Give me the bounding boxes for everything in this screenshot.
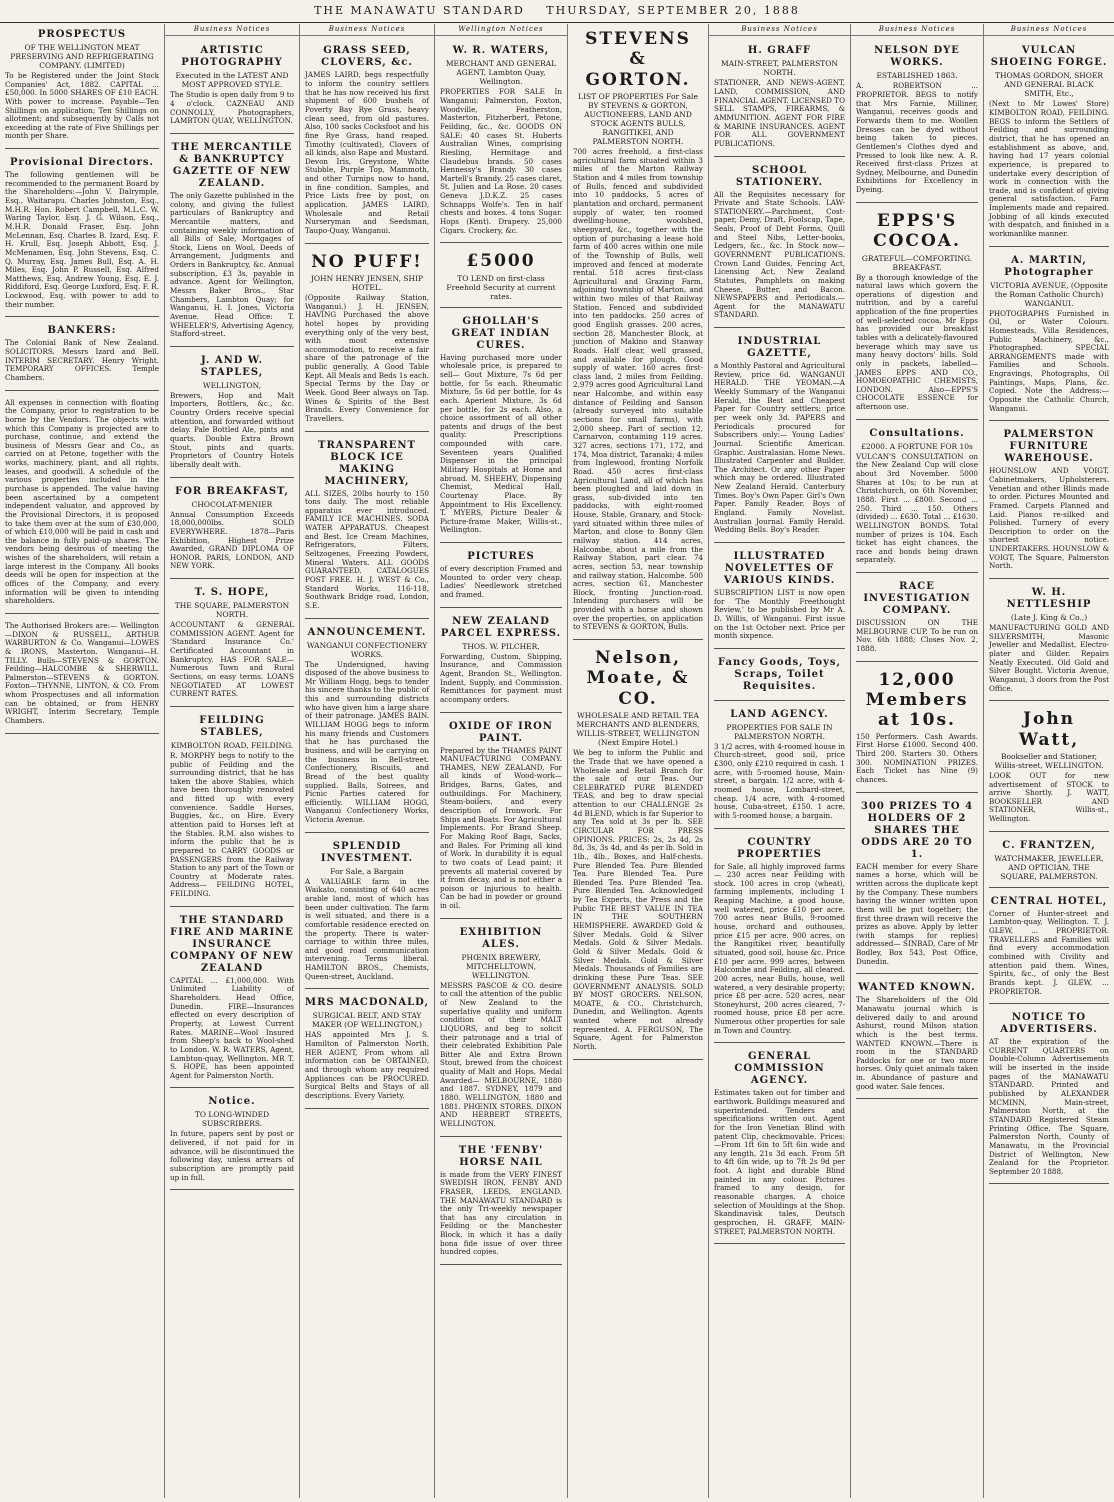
- advertisement-body: for Sale, all highly improved farms— 230 acres near Feilding with stock. 100 acres in crop (wheat), farming implements, including 1 Reaping Machine, a good house, well watered, price £10 per acre. 700 acres near Bulls, 9-roomed house, orchard and outhouses, price £15 per acre. 900 acres, on the Rangitikei river, beautifully situated, good soil, house &c. Price £10 per acre. 999 acres, between Halcombe and Feilding, all cleared. 200 acres, near Bulls, house, well watered, a very desirable property; price £8 per acre. 520 acres, near Stoneyhurst, 200 acres cleared, 7-roomed house, price £8 per acre. Numerous other properties for sale in Town and Country.: [714, 861, 845, 1035]
- advertisement: [440, 922, 562, 1137]
- advertisement: [714, 832, 845, 1044]
- advertisement: [440, 311, 562, 543]
- column-header: Business Notices: [709, 24, 850, 36]
- advertisement-subtitle: TO LEND on first-class Freehold Security at current rates.: [446, 273, 556, 301]
- advertisement-title: W. R. WATERS,: [452, 45, 550, 57]
- advertisement-body: 150 Performers. Cash Awards. First Horse £1000. Second 400. Third 200. Starters 30. Others 300. NOMINATION PRIZES. Each Ticket has Nine (9) chances.: [856, 731, 978, 785]
- advertisement: [714, 546, 845, 649]
- advertisement: [5, 152, 159, 317]
- column-header: Business Notices: [165, 24, 299, 36]
- advertisement-subtitle: TO LONG-WINDED SUBSCRIBERS.: [194, 1110, 270, 1129]
- advertisement-subtitle: OF THE WELLINGTON MEAT PRESERVING AND REFRIGERATING COMPANY. (LIMITED): [10, 43, 154, 70]
- advertisement-title: THE STANDARD FIRE AND MARINE INSURANCE COMPANY OF NEW ZEALAND: [170, 914, 294, 974]
- advertisement-body: The Authorised Brokers are:— Wellington—DIXON & RUSSELL, ARTHUR WARBURTON & Co. Wanganui—LOWES & IRONS, Masterton. Wanganui—H. TILLY. Bulls—STEVENS & GORTON. Feilding—HALCOMBE & SHERWILL. Palmerston—STEVENS & GORTON. Foxton—THYNNE, LINTON, & CO. From whom Prospectuses and all information can be obtained, or from HENRY WRIGHT, Interim Secretary, Temple Chambers.: [5, 620, 159, 725]
- advertisement-body: SUBSCRIPTION LIST is now open for 'The Monthly Freethought Review,' to be published by Mr A. D. Willis, of Wanganui. First issue on the 1st October next. Price per month sixpence.: [714, 587, 845, 641]
- advertisement-title: LAND AGENCY.: [730, 708, 829, 720]
- advertisement-subtitle: THE SQUARE, PALMERSTON NORTH.: [174, 601, 290, 620]
- advertisement-title: PALMERSTON FURNITURE WAREHOUSE.: [1003, 429, 1095, 465]
- advertisement-title: EXHIBITION ALES.: [459, 926, 543, 950]
- advertisement-title: Notice.: [208, 1096, 256, 1108]
- advertisement-title: J. AND W. STAPLES,: [200, 354, 264, 378]
- advertisement: [440, 1140, 562, 1265]
- advertisement: [856, 796, 978, 975]
- advertisement-subtitle: For Sale, a Bargain: [330, 866, 404, 876]
- advertisement-title: A. MARTIN, Photographer: [1004, 254, 1094, 278]
- advertisement-subtitle: THOS. W. PILCHER,: [462, 641, 540, 651]
- advertisement-body: By a thorough knowledge of the natural laws which govern the operations of digestion and nutrition, and by a careful application of the fine properties of well-selected cocoa, Mr Epps has provided our breakfast tables with a delicately-flavoured beverage which may save us many heavy doctors' bills. Sold only in packets, labelled— JAMES EPPS AND CO., HOMOEOPATHIC CHEMISTS, LONDON. Also—EPPS'S CHOCOLATE ESSENCE for afternoon use.: [856, 272, 978, 412]
- advertisement-body: All expenses in connection with floating the Company, prior to registration to be borne by the Vendors. The objects with which this Company is projected are to purchase, continue, and extend the business of Messrs Gear and Co., as carried on at Petone, together with the works, machinery, plant, and all rights, leases, and goodwill. A schedule of the various properties included in the purchase is appended. The value having been ascertained by a competent independent valuator, and approved by the Provisional Directors, it is proposed to take them over at the sum of £30,000, of which £10,000 will be paid in cash and the balance in fully paid-up shares. The vendors being desirous of meeting the wishes of the shareholders, will retain a large interest in the Company. All books deeds will be open for inspection at the offices of the Company, and every information will be given to intending shareholders.: [5, 397, 159, 606]
- advertisement: [305, 836, 429, 990]
- advertisement-body: 700 acres freehold, a first-class agricultural farm situated within 3 miles of the Marton Railway Station and 4 miles from township of Bulls, fenced and subdivided into 10 paddocks, 5 acres of plantation and orchard, permanent supply of water, ten roomed dwelling-house, woolshed, sheepyard, &c., together with the option of purchasing a lease hold farm of 400 acres within one mile of the Township of Bulls, well improved and fenced at moderate rental. 518 acres first-class Agricultural and Grazing Farm, adjoining township of Marton, and within two miles of that Railway Station. Fenced and subdivided into ten paddocks. 250 acres of good English grasses. 200 acres, section 28, Manchester Block, at junction of Makino and Stanway Roads. Half clear, well grassed, and available for plough. Good supply of water. 160 acres first-class land, 2 miles from Feilding. 2,979 acres good Agricultural Land near Halcombe, and within easy distance of Feilding and Sanson (already surveyed into suitable sections for small farms), with 2,000 sheep. Part of section 12, Carnarvon, containing 119 acres. 327 acres, sections 171, 172, and 174, Moa district, Taranaki; 4 miles from Inglewood, fronting Norfolk Road. 450 acres first-class Agricultural Land, all of which has been ploughed and laid down in grass, sub-divided into ten paddocks, with eight-roomed House, Stable, Granary, and Stock-yard situated within three miles of Marton, and close to Bonny Glen railway station. 414 acres, Halcombe, about a mile from the Railway Station, part clear. 74 acres, section 53, near township and railway station, Halcombe. 500 acres, section 61, Manchester Block, fronting Junction-road. Intending purchasers will be provided with a horse and shown over the properties, on application to STEVENS & GORTON, Bulls.: [573, 147, 703, 632]
- advertisement-body: All the Requisites necessary for Private and State Schools. LAW-STATIONERY.—Parchment, Cost-paper, Demy, Draft, Foolscap, Tape, Seals, Proof of Debt Forms, Quill and Steel Nibs, Letter-books, Ledgers, &c., &c. In Stock now— GOVERNMENT PUBLICATIONS. Crown Land Guides, Fencing Act, Licensing Act, New Zealand Statutes, Pamphlets on making Cheese, Butter, and Bacon. NEWSPAPERS and Periodicals.— Agent for the MANAWATU STANDARD.: [714, 189, 845, 320]
- advertisement-title: C. FRANTZEN,: [1002, 839, 1096, 851]
- advertisement: [440, 611, 562, 713]
- advertisement-body: PROPERTIES FOR SALE In Wanganui: Palmerston, Foxton, Woodville, Featherston, Masterton, Fitzherbert, Petone, Feilding, &c., &c. GOODS ON SALE: 40 cases St. Huberts Australian Wines, comprising Riesling, Hermitage and Claudebus brands. 50 cases Hennessy's Brandy. 30 cases Martell's Brandy. 25 cases claret, St. Julien and La Rose. 20 cases Geneva J.D.K.Z. 25 cases Schnapps Wolfe's. Ten in half chests and boxes. 4 tons Sugar. Hops (Kent). Drapery. 25,000 Cigars. Crockery, &c.: [440, 87, 562, 235]
- advertisement-subtitle: WATCHMAKER, JEWELLER, AND OPTICIAN, THE SQUARE, PALMERSTON.: [994, 853, 1104, 881]
- advertisement-body: The Undersigned, having disposed of the above business to Mr William Hogg, begs to tender his sincere thanks to the public of this and surrounding districts who have given him a large share of their patronage. JAMES BAIN. WILLIAM HOGG begs to inform his many friends and Customers that he has purchased the business, and will be carrying on the business in Bell-street. Confectionery, Biscuits, and Bread of the best quality supplied. Balls, Soirees, and Picnic Parties catered for efficiently. WILLIAM HOGG, Wanganui Confectionery Works, Victoria Avenue.: [305, 659, 429, 825]
- column-header: Wellington Notices: [435, 24, 567, 36]
- advertisement-body: Corner of Hunter-street and Lambton-quay, Wellington. T. J. GLEW, ... PROPRIETOR. TRAVELLERS and Families will find every accommodation combined with Civility and attention paid them. Wines, Spirits, &c., of only the Best Brands kept. J. GLEW, ... PROPRIETOR.: [989, 908, 1109, 996]
- advertisement-title: PICTURES: [467, 551, 535, 563]
- advertisement: [573, 643, 703, 1060]
- advertisement-body: ALL SIZES, 20lbs hourly to 150 tons daily. The most reliable apparatus ever introduced. FAMILY ICE MACHINES. SODA WATER APPARATUS. Cheapest and Best. Ice Cream Machines, Refrigerators, Filters, Seltzogenes, Freezing Powders, Mineral Waters. ALL GOODS GUARANTEED. CATALOGUES POST FREE. H. J. WEST & Co., Standard Works, 116-118, Southwark Bridge road, London, S.E.: [305, 488, 429, 610]
- advertisement-body: LOOK OUT for new advertisement of STOCK to arrive Shortly. J. WATT, BOOKSELLER AND STATIONER, Willis-st., Wellington.: [989, 770, 1109, 824]
- advertisement: [305, 40, 429, 243]
- advertisement: [714, 40, 845, 156]
- advertisement-title: THE 'FENBY' HORSE NAIL: [458, 1144, 544, 1168]
- advertisement-title: MRS MACDONALD,: [305, 997, 429, 1009]
- advertisement: [5, 320, 159, 390]
- advertisement-body: EACH member for every Share names a horse, which will be written across the duplicate kept by the Company. These numbers having the winner written upon them will be put together; the first three drawn will receive the prizes as above. Apply by letter (with stamps for replies) addressed— SINBAD, Care of Mr Bodley, Box 543, Post Office, Dunedin.: [856, 861, 978, 966]
- advertisement-title: GENERAL COMMISSION AGENCY.: [734, 1051, 825, 1087]
- advertisement: [170, 481, 294, 579]
- advertisement: [989, 704, 1109, 832]
- advertisement-title: Provisional Directors.: [9, 157, 155, 169]
- advertisement-title: COUNTRY PROPERTIES: [737, 836, 822, 860]
- advertisement-body: R. MORPHY begs to notify to the public of Feilding and the surrounding district, that he has taken the above Stables, which have been thoroughly renovated and fitted up with every convenience. Saddle Horses, Buggies, &c., on Hire. Every attention paid to Horses left at the Stables. R.M. also wishes to inform the public that he is prepared to CARRY GOODS or PASSENGERS from the Railway Station to any part of the Town or Country at Moderate rates. Address— FEILDING HOTEL, FEILDING.: [170, 750, 294, 899]
- advertisement-body: 3 1/2 acres, with 4-roomed house in Church-street, good soil, price £300, only £210 required in cash. 1 acre, with 5-roomed house, Main-street, a bargain. 1/2 acre, with 4-roomed house, Lombard-street, cheap. 1/4 acre, with 4-roomed house, Cuba-street, £150. 1 acre, with 5-roomed house, a bargain.: [714, 741, 846, 820]
- advertisement-body: HOUNSLOW AND VOIGT, Cabinetmakers, Upholsterers. Venetian and other Blinds made to order. Pictures Mounted and Framed. Carpets Planned and Laid. Pianos re-silked and Polished. Turnery of every Description to order on the shortest notice. UNDERTAKERS. HOUNSLOW & VOIGT, The Square, Palmerston North.: [989, 466, 1109, 571]
- advertisement: [170, 910, 294, 1089]
- advertisement-title: VULCAN SHOEING FORGE.: [990, 45, 1108, 69]
- issue-date: THURSDAY, SEPTEMBER 20, 1888: [546, 4, 800, 17]
- advertisement: [989, 424, 1109, 579]
- advertisement-subtitle: (Late J. King & Co.,): [1010, 613, 1088, 623]
- advertisement-body: of every description Framed and Mounted to order very cheap. Ladies' Needlework stretched and framed.: [440, 564, 562, 600]
- column-wellington: [435, 24, 568, 1498]
- advertisement-body: STATIONER, AND NEWS-AGENT, LAND, COMMISSION, AND FINANCIAL AGENT. LICENSED TO SELL STAMPS, FIREARMS, & AMMUNITION. AGENT FOR FIRE & MARINE INSURANCES. AGENT FOR ALL GOVERNMENT PUBLICATIONS.: [714, 78, 845, 148]
- advertisement: [856, 665, 978, 793]
- advertisement-subtitle: LIST OF PROPERTIES For Sale BY STEVENS & GORTON, AUCTIONEERS, LAND AND STOCK AGENTS BULLS, RANGITIKEI, AND PALMERSTON NORTH.: [578, 92, 698, 147]
- advertisement-subtitle: Executed in the LATEST AND MOST APPROVED STYLE.: [175, 71, 289, 90]
- advertisement-title: GRASS SEED, CLOVERS, &c.: [321, 45, 413, 69]
- advertisement-title: W. H. NETTLESHIP: [1006, 587, 1092, 611]
- advertisement-body: is made from the VERY FINEST SWEDISH IRON, FENBY AND FRASER, LEEDS, ENGLAND. THE MANAWATU STANDARD is the only Tri-weekly newspaper that has any circulation in Feilding or the Manchester Block, in which it has a daily bona fide issue of over three hundred copies.: [440, 1169, 562, 1257]
- advertisement-title: NOTICE TO ADVERTISERS.: [1000, 1012, 1098, 1036]
- masthead: [0, 0, 1114, 23]
- advertisement-body: Forwarding, Custom, Shipping, Insurance, and Commission Agent, Brandon St., Wellington. Indent, Supply, and Commission. Remittances for payment must accompany orders.: [440, 651, 562, 704]
- advertisement-body: VULCAN'S CONSULTATION on the New Zealand Cup will close about 3rd November. 5000 Shares at 10s; to be run at Christchurch, on 6th November, 1888. First ... £800. Second ... 250. Third ... 150. Others (divided) ... £630. Total ... £1630. WELLINGTON BONDS. Total number of prizes is 104. Each ticket has eight chances, the race and bonds being drawn separately.: [856, 451, 978, 565]
- column-notices-2: [165, 24, 300, 1498]
- advertisement: [440, 716, 562, 919]
- advertisement-title: STEVENS & GORTON.: [585, 29, 691, 90]
- advertisement: [989, 250, 1109, 422]
- advertisement-title: PROSPECTUS: [37, 29, 127, 40]
- advertisement: [856, 977, 978, 1099]
- advertisement-body: ACCOUNTANT & GENERAL COMMISSION AGENT. Agent for 'Standard Insurance Co.' Certificated Accountant in Bankruptcy. HAS FOR SALE—Numerous Town and Rural Sections, on easy terms. LOANS NEGOTIATED AT LOWEST CURRENT RATES.: [170, 620, 294, 699]
- column-stevens-gorton: [568, 24, 709, 1498]
- advertisement-body: Having purchased more under wholesale price, is prepared to sell— Gout Mixture, 7s 6d per bottle, for 5s each. Rheumatic Mixture, 5s 6d per bottle, for 4s each. Aperient Mixture, 3s 6d per bottle, for 2s each. Also, a choice assortment of all other patents and drugs of the best quality. Prescriptions compounded with care. Seventeen years Qualified Dispenser in the principal Military Hospitals at Home and abroad. M. SHEEHY, Dispensing Chemist, Medical Hall, Courtenay Place. By Appointment to His Excellency. T. MYERS, Picture Dealer & Picture-frame Maker, Willis-st., Wellington.: [440, 352, 562, 535]
- advertisement: [440, 246, 562, 307]
- advertisement-body: PHOTOGRAPHS Furnished in Oil, or Water Colours. Homesteads, Villa Residences, Public Machinery, &c., Photographed. SPECIAL ARRANGEMENTS made with Families and Schools. Engravings, Photographs, Oil Paintings, Maps, Plans, &c. Copied. Note the Address:—Opposite the Catholic Church, Wanganui.: [989, 308, 1109, 413]
- advertisement-title: SCHOOL STATIONERY.: [735, 164, 824, 188]
- advertisement-body: JAMES LAIRD, begs respectfully to inform the country settlers that he has now received his first shipment of 600 bushels of Poverty Bay Rye Grass, heavy clean seed, from old pastures. Also, 100 sacks Cocksfoot and his fine Rye Grass, hand reaped. Timothy (cultivated), Clovers of all kinds, also Rape and Mustard. Devon Iris, Greystone, White Stubble, Purple Top, Mammoth, and other Turnips now to hand, in fine condition. Samples, and Price Lists free by post, on application. JAMES LAIRD, Wholesale and Retail Nurseryman and Seedsman, Taupo-Quay, Wanganui.: [305, 70, 429, 235]
- advertisement: [573, 24, 703, 640]
- advertisement-body: In future, papers sent by post or delivered, if not paid for in advance, will be discontinued the following day, unless arrears of subscription are promptly paid up in full.: [170, 1129, 294, 1182]
- advertisement-body: The following gentlemen will be recommended to the permanent Board by the Shareholders:—John V. Dalrymple, Esq., Waitarapu. Charles Johnston, Esq., M.H.R. Hon. Robert Campbell, M.L.C. W. Waring Taylor, Esq. J. G. Wilson, Esq., M.H.R. Donald Fraser, Esq. John McLennan, Esq. Charles B. Izard, Esq. F. H. Krull, Esq. Joseph Abbott, Esq. J. McMenamen, Esq. John Stevens, Esq. C. Q. Murray, Esq. James Bull, Esq. A. H. Miles, Esq. John P. Russell, Esq. Alfred Matthews, Esq. Andrew Young, Esq. E. J. Riddiford, Esq. George Luxford, Esq. F. R. Lockwood, Esq. with power to add to their number.: [5, 170, 159, 309]
- advertisement-body: Brewers, Hop and Malt Importers, Bottlers, &c., &c. Country Orders receive special attention, and forwarded without delay. Pale Bottled Ale, pints and quarts. Double Extra Brown Stout, pints and quarts. Proprietors of Country Hotels liberally dealt with.: [170, 390, 294, 469]
- advertisement-body: MESSRS PASCOE & CO. desire to call the attention of the public of New Zealand to the superlative quality and uniform condition of their MALT LIQUORS, and beg to solicit their patronage and a trial of their celebrated Exhibition Pale Bitter Ale and Extra Brown Stout, brewed from the choicest quality of Malt and Hops. Medal Awarded— MELBOURNE, 1880 and 1887. SYDNEY, 1879 and 1880. WELLINGTON, 1880 and 1881. PHŒNIX STORES, DIXON AND HERBERT STREETS, WELLINGTON.: [440, 980, 562, 1128]
- advertisement: [305, 992, 429, 1108]
- advertisement: [856, 576, 978, 662]
- advertisement-title: 300 PRIZES TO 4 HOLDERS OF 2 SHARES THE ODDS ARE 20 TO 1.: [860, 800, 974, 860]
- advertisement: [170, 582, 294, 707]
- advertisement: [5, 617, 159, 734]
- advertisement-title: FOR BREAKFAST,: [175, 485, 289, 497]
- advertisement: [714, 704, 845, 829]
- advertisement-title: RACE INVESTIGATION COMPANY.: [863, 581, 971, 617]
- advertisement-subtitle: KIMBOLTON ROAD, FEILDING.: [170, 740, 294, 750]
- advertisement-title: John Watt,: [1018, 709, 1080, 750]
- advertisement-subtitle: ESTABLISHED 1863.: [876, 71, 958, 81]
- advertisement-title: ANNOUNCEMENT.: [307, 626, 427, 638]
- advertisement-body: We beg to inform the Public and the Trade that we have opened a Wholesale and Retail Branch for the sale of our Teas. Our CELEBRATED PURE BLENDED TEAS, and beg to draw special attention to our CHALLENGE 2s 4d BLEND, which is far Superior to any Tea sold at 3s per lb. SEE CIRCULAR FOR PRESS OPINIONS. PRICES: 2s, 2s 4d, 2s 8d, 3s, 3s 4d, and 4s per lb. Sold in 1lb., 4lb., Boxes, and Half-chests. Pure Blended Tea. Pure Blended Tea. Pure Blended Tea. Pure Blended Tea. Pure Blended Tea. Pure Blended Tea. Acknowledged by Tea Experts, the Press and the Public THE BEST VALUE IN TEA IN THE SOUTHERN HEMISPHERE. AWARDED Gold & Silver Medals. Gold & Silver Medals. Gold & Silver Medals. Gold & Silver Medals. Gold & Silver Medals. Gold & Silver Medals. Thousands of Families are drinking these Pure Teas. SEE GOVERNMENT ANALYSIS. SOLD BY MOST GROCERS. NELSON, MOATE, & CO., Christchurch, Dunedin, and Wellington. Agents wanted where not already represented. A. FERGUSON, The Square, Agent for Palmerston North.: [573, 748, 703, 1051]
- advertisement-body: CAPITAL ... £1,000,000. With Unlimited Liability of Shareholders. Head Office, Dunedin. FIRE—Insurances effected on every description of Property, at Lowest Current Rates. MARINE—Wool Insured from Sheep's back to Wool-shed to London. W. R. WATERS, Agent, Lambton-quay, Wellington. MR T. S. HOPE, has been appointed Agent for Palmerston North.: [170, 975, 294, 1080]
- advertisement: [170, 350, 294, 478]
- advertisement-title: GHOLLAH'S GREAT INDIAN CURES.: [451, 315, 551, 351]
- advertisement-subtitle: MERCHANT AND GENERAL AGENT, Lambton Quay, Wellington.: [445, 59, 557, 87]
- advertisement-subtitle: CHOCOLAT-MENIER: [191, 499, 273, 509]
- advertisement-title: INDUSTRIAL GAZETTE,: [737, 336, 822, 360]
- advertisement: [989, 1007, 1109, 1184]
- advertisement: [856, 423, 978, 573]
- advertisement-subtitle: PHŒNIX BREWERY, MITCHELLTOWN, WELLINGTON.: [461, 952, 541, 980]
- advertisement-title: OXIDE OF IRON PAINT.: [449, 720, 553, 744]
- advertisement: [440, 546, 562, 608]
- advertisement-body: a Monthly Pastoral and Agricultural Review, price 6d. WANGANUI HERALD. THE YEOMAN.—A Weekly Summary of the Wanganui Herald, the Best and Cheapest Paper for Country settlers; price per week only 3d. PAPERS and Periodicals procured for Subscribers only:— Young Ladies' Journal. Scientific American. Graphic. Australasian. Home News. Illustrated Carpenter and Builder. The Architect. Or any other Paper which may be ordered. Illustrated New Zealand Herald. Canterbury Times. Boy's Own Paper. Girl's Own Paper. Family Reader. Boys of England. Family Novelist. Australian Journal. Family Herald. Wedding Bells. Boy's Reader.: [714, 361, 845, 535]
- advertisement: [714, 160, 845, 329]
- advertisement: [989, 582, 1109, 701]
- advertisement-title: NELSON DYE WORKS.: [874, 45, 960, 69]
- advertisement-body: (Next to Mr Lowes' Store) KIMBOLTON ROAD, FEILDING. BEGS to inform the Settlers of Feilding and surrounding district, that he has opened an establishment as above, and, having had 17 years colonial experience, is prepared to undertake every description of work in connection with the trade, and is confident of giving general satisfaction. Farm Implements made and repaired. Jobbing of all kinds executed with despatch, and finished in a workmanlike manner.: [989, 99, 1109, 238]
- advertisement-body: DISCUSSION ON THE MELBOURNE CUP. To be run on Nov. 6th 1888; Closes Nov. 2, 1888.: [856, 618, 978, 653]
- advertisement-title: 12,000 Members at 10s.: [865, 669, 969, 731]
- paper-name: THE MANAWATU STANDARD: [314, 4, 525, 17]
- advertisement-subtitle: PROPERTIES FOR SALE IN PALMERSTON NORTH.: [726, 722, 833, 741]
- advertisement-title: H. GRAFF: [747, 45, 812, 57]
- advertisement-title: EPPS'S COCOA.: [873, 210, 961, 252]
- advertisement: [440, 40, 562, 243]
- advertisement-body: (Opposite Railway Station, Wanganui.) J. H. JENSEN, HAVING Purchased the above hotel hopes by providing everything only of the very best, with most extensive accommodation, to receive a fair share of the patronage of the public generally. A Good Table Kept. All Meals and Beds 1s each. Special Terms by the Day or Week. Good Beer always on Tap. Wines & Spirits of the Best Brands. Every Convenience for Travellers.: [305, 292, 429, 423]
- advertisement: [170, 40, 294, 134]
- advertisement-subtitle: MAIN-STREET, PALMERSTON NORTH.: [721, 59, 838, 78]
- advertisement-title: CENTRAL HOTEL,: [990, 895, 1108, 907]
- advertisement-title: THE MERCANTILE & BANKRUPTCY GAZETTE OF NEW ZEALAND.: [171, 141, 293, 189]
- advertisement-title: Nelson, Moate, & CO.: [586, 648, 690, 709]
- advertisement-subtitle: Bookseller and Stationer, Willis-street, WELLINGTON.: [994, 751, 1104, 770]
- column-forge: [984, 24, 1114, 1498]
- advertisement-body: Annual Consumption Exceeds 18,000,000lbs. SOLD EVERYWHERE. 1878—Paris Exhibition, Highest Prize Awarded, GRAND DIPLOMA OF HONOR. PARIS, LONDON, AND NEW YORK.: [170, 509, 294, 571]
- advertisement-title: ILLUSTRATED NOVELETTES OF VARIOUS KINDS.: [723, 550, 836, 586]
- advertisement-title: Consultations.: [869, 427, 965, 439]
- advertisement-title: T. S. HOPE,: [194, 587, 270, 599]
- advertisement: [305, 247, 429, 432]
- advertisement: [5, 394, 159, 614]
- advertisement-body: Prepared by the THAMES PAINT MANUFACTURING COMPANY. THAMES, NEW ZEALAND, For all kinds of Wood-work— Bridges, Barns, Gates, and outbuildings. For Machinery, Steam-boilers, and every description of Ironwork. For Ships and Boats. For Agricultural Implements. For Brand Sheep. For Making Roof Bags, Sacks, and Bales. For Priming all kind of Work. In durability it is equal to two coats of Lead paint; it prevents all material covered by it from decay, and is not either a poison or injurious to health. Can be had in powder or ground in oil.: [440, 745, 562, 911]
- advertisement-subtitle: GRATEFUL—COMFORTING. BREAKFAST.: [861, 253, 973, 272]
- advertisement: [714, 1046, 845, 1244]
- advertisement-body: A VALUABLE farm in the Waikato, consisting of 640 acres arable land, most of which has been under cultivation. The farm is well situated, and there is a comfortable residence erected on the property. There is water-carriage to within three miles, and good road communication intervening. Terms liberal. HAMILTON BROS., Chemists, Queen-street, Auckland.: [305, 876, 429, 981]
- column-graff: [709, 24, 851, 1498]
- advertisement: [714, 652, 845, 701]
- advertisement: [170, 137, 294, 347]
- advertisement: [989, 40, 1109, 246]
- advertisement-body: The Studio is open daily from 9 to 4 o'clock. CAZNEAU AND CONNOLLY, Photographers, LAMBTON QUAY, WELLINGTON.: [170, 90, 294, 126]
- column-notices-3: [300, 24, 435, 1498]
- column-prospectus: [0, 24, 165, 1498]
- column-header: Business Notices: [984, 24, 1114, 36]
- advertisement-body: The Shareholders of the Old Manawatu journal which is delivered daily to and around Ashurst, round Milson station which is the best terms. WANTED KNOWN.—There is room in the STANDARD Paddocks for one or two more horses. Only quiet animals taken in. Abundance of pasture and good water. Sale fences.: [856, 995, 978, 1091]
- advertisement-title: £5000: [466, 251, 536, 272]
- advertisement-title: NEW ZEALAND PARCEL EXPRESS.: [440, 615, 562, 639]
- advertisement-body: HAS appointed Mrs J. S. Hamilton of Palmerston North, HER AGENT, From whom all information can be OBTAINED, and through whom any required Appliances can be PROCURED. Surgical Belts and Stays of all descriptions. Every Variety.: [305, 1030, 429, 1100]
- column-header: Business Notices: [851, 24, 983, 36]
- advertisement-body: AT the expiration of the CURRENT QUARTERS on Double-Column Advertisements will be inserted in the inside pages of the MANAWATU STANDARD. Printed and published by ALEXANDER MCMINN, Main-street, Palmerston North, at the STANDARD Registered Steam Printing Office, The Square, Palmerston North, County of Manawatu, in the Provincial District of Wellington, New Zealand for the Proprietor. September 20 1888.: [989, 1037, 1109, 1176]
- advertisement: [714, 331, 845, 543]
- advertisement-title: FEILDING STABLES,: [199, 714, 265, 738]
- advertisement-title: WANTED KNOWN.: [858, 982, 976, 994]
- advertisement-title: BANKERS:: [47, 325, 117, 337]
- advertisement: [170, 710, 294, 907]
- advertisement-subtitle: WELLINGTON,: [202, 380, 262, 390]
- advertisement-title: NO PUFF!: [311, 251, 423, 272]
- advertisement-subtitle: VICTORIA AVENUE, (Opposite the Roman Catholic Church) WANGANUI.: [990, 280, 1108, 308]
- advertisement: [305, 435, 429, 619]
- advertisement-subtitle: WANGANUI CONFECTIONERY WORKS.: [306, 640, 428, 659]
- advertisement: [989, 835, 1109, 888]
- advertisement: [856, 40, 978, 202]
- advertisement-body: To be Registered under the Joint Stock Companies' Act, 1882. CAPITAL ... £50,000. In 5000 SHARES OF £10 EACH. With power to increase. Payable—Ten Shillings on application; Ten Shillings on allotment; and subsequently by Calls not exceeding at the rate of Five Shillings per month per Share.: [5, 71, 159, 141]
- advertisement-subtitle: JOHN HENRY JENSEN, SHIP HOTEL.: [310, 273, 424, 292]
- advertisement-subtitle: £2000. A FORTUNE FOR 10s: [861, 441, 973, 451]
- advertisement: [5, 24, 159, 149]
- advertisement-title: SPLENDID INVESTMENT.: [320, 840, 414, 864]
- advertisement-subtitle: SURGICAL BELT, AND STAY MAKER (OF WELLINGTON,): [311, 1011, 423, 1030]
- advertisement-title: TRANSPARENT BLOCK ICE MAKING MACHINERY,: [318, 439, 416, 487]
- advertisement-body: A. ROBERTSON ... PROPRIETOR. BEGS to notify that Mrs Farnie, Milliner, Wanganui, receives goods and Forwards them to me. Woollen Dresses can be dyed without being taken to pieces. Gentlemen's Clothes dyed and Pressed to look like new. A. R. Received first-class Prizes at Sydney, Melbourne, and Dunedin Exhibitions for Excellency in Dyeing.: [856, 81, 978, 195]
- advertisement-body: Estimates taken out for timber and earthwork. Buildings measured and superintended. Tenders and specifications written out. Agent for the Iron Venetian Blind with patent Clip, checkmovable. Prices:—From 1ft 6in to 5ft 6in wide and any length, 21s 3d each. From 5ft to 4ft 6in wide, up to 7ft 2s 9d per foot. A light and durable Blind painted in any colour. Pictures framed to any design, for reasonable charges. A choice selection of Mouldings at the Shop. Skandinavisk tales, Deutsch gesprochen, H. GRAFF, MAIN-STREET, PALMERSTON NORTH.: [714, 1088, 845, 1236]
- advertisement-body: The Colonial Bank of New Zealand. SOLICITORS. Messrs Izard and Bell. INTERIM SECRETARY. Henry Wright. TEMPORARY OFFICES. Temple Chambers.: [5, 338, 159, 382]
- column-header: Business Notices: [300, 24, 434, 36]
- advertisement-body: The only Gazette published in the colony, and giving the fullest particulars of Bankruptcy and Mercantile matters, and containing weekly information of all Bills of Sale, Mortgages of Stock, Liens on Wool, Deeds of Arrangement, Judgments and Orders in Bankruptcy, &c. Annual subscription, £3 3s, payable in advance. Agent for Wellington, Messrs Baker Bros., Star Chambers, Lambton Quay; for Wanganui, H. I. Jones, Victoria Avenue. Head Office: T. WHEELER'S, Advertising Agency, Stafford-street.: [170, 190, 294, 339]
- advertisement: [170, 1091, 294, 1190]
- advertisement: [305, 622, 429, 833]
- advertisement-subtitle: WHOLESALE AND RETAIL TEA MERCHANTS AND BLENDERS, WILLIS-STREET, WELLINGTON (Next Empire Hotel.): [576, 711, 700, 748]
- advertisement: [856, 206, 978, 420]
- advertisement-subtitle: THOMAS GORDON, SHOER AND GENERAL BLACK SMITH, Etc.,: [994, 71, 1104, 99]
- advertisement-body: MANUFACTURING GOLD AND SILVERSMITH, Masonic Jeweller and Medallist, Electro-plater and Gilder. Repairs Neatly Executed. Old Gold and Silver Bought. Victoria Avenue, Wanganui, 3 doors from the Post Office.: [989, 623, 1109, 693]
- advertisement-title: ARTISTIC PHOTOGRAPHY: [181, 45, 283, 69]
- advertisement-title: Fancy Goods, Toys, Scraps, Toilet Requisites.: [717, 656, 842, 692]
- column-dye-works: [851, 24, 984, 1498]
- advertisement: [989, 891, 1109, 1004]
